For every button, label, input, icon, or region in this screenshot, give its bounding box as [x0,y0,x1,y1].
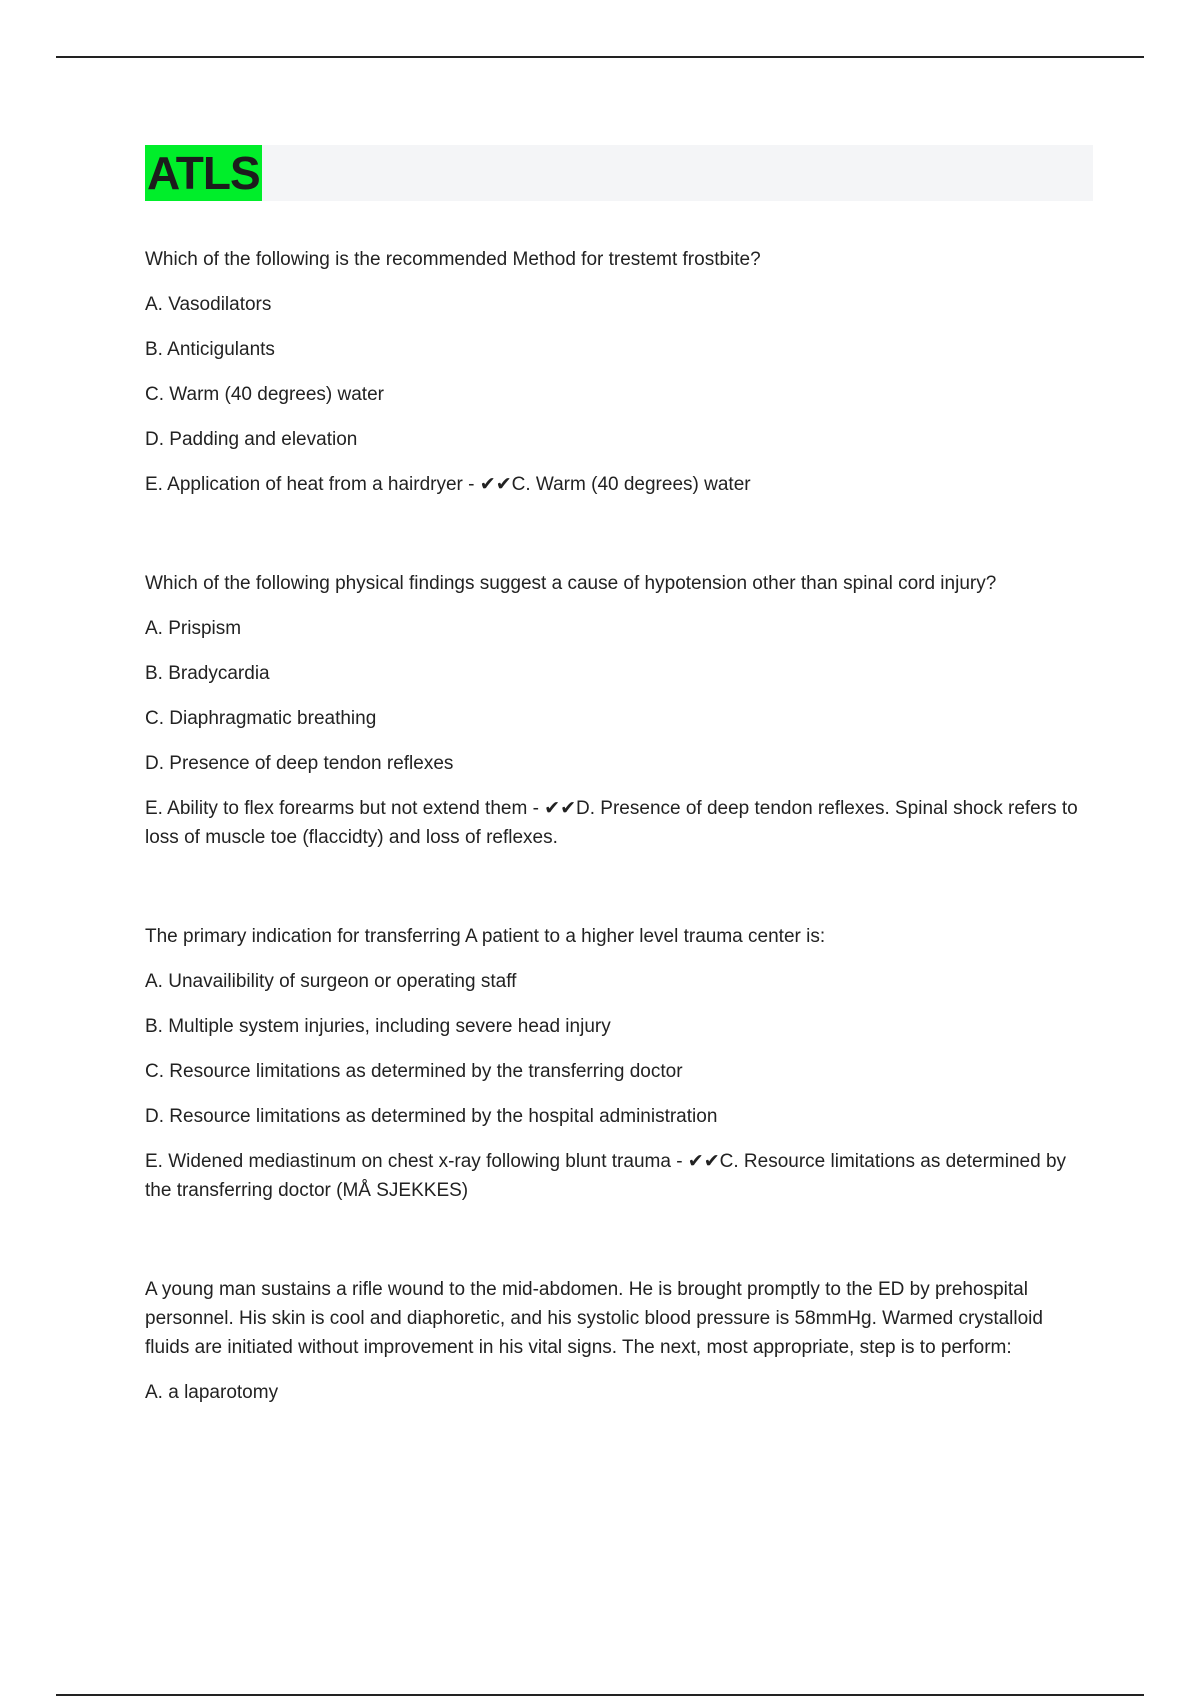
option-a: A. a laparotomy [145,1382,279,1403]
question-block-1 [145,245,1090,499]
question-stem: A young man sustains a rifle wound to the mid-abdomen. He is brought promptly to the ED by prehospital personnel. His skin is cool and diaphoretic, and his systolic blood pressure is 58mmHg. Warmed crystalloid fluids are initiated without improvement in his vital signs. The next, most appropriate, step is to perform: [145,1279,1043,1358]
page-title: ATLS [147,147,260,199]
option-e-with-answer: E. Ability to flex forearms but not extend them - ✔✔D. Presence of deep tendon reflexes. Spinal shock refers to loss of muscle toe (flaccidty) and loss of reflexes. [145,798,1078,848]
option-b: B. Multiple system injuries, including severe head injury [145,1016,611,1037]
question-stem: The primary indication for transferring A patient to a higher level trauma center is: [145,926,826,947]
option-b: B. Bradycardia [145,663,270,684]
option-a: A. Vasodilators [145,294,272,315]
question-stem: Which of the following physical findings suggest a cause of hypotension other than spinal cord injury? [145,573,997,594]
option-c: C. Resource limitations as determined by the transferring doctor [145,1061,683,1082]
option-c: C. Warm (40 degrees) water [145,384,384,405]
option-a: A. Prispism [145,618,242,639]
header-rule [56,56,1144,58]
question-block-2 [145,569,1090,852]
question-block-3 [145,922,1090,1205]
option-a: A. Unavailibility of surgeon or operating staff [145,971,517,992]
question-stem: Which of the following is the recommended Method for trestemt frostbite? [145,249,761,270]
option-d: D. Resource limitations as determined by the hospital administration [145,1106,718,1127]
option-d: D. Padding and elevation [145,429,358,450]
question-block-4 [145,1275,1090,1407]
option-e-with-answer: E. Widened mediastinum on chest x-ray following blunt trauma - ✔✔C. Resource limitations as determined by the transferring doctor (MÅ SJEKKES) [145,1151,1067,1201]
option-e-with-answer: E. Application of heat from a hairdryer - ✔✔C. Warm (40 degrees) water [145,474,751,495]
option-d: D. Presence of deep tendon reflexes [145,753,454,774]
document-body [145,245,1090,1477]
footer-rule [56,1694,1144,1696]
option-c: C. Diaphragmatic breathing [145,708,377,729]
option-b: B. Anticigulants [145,339,275,360]
title-band [145,145,1093,201]
